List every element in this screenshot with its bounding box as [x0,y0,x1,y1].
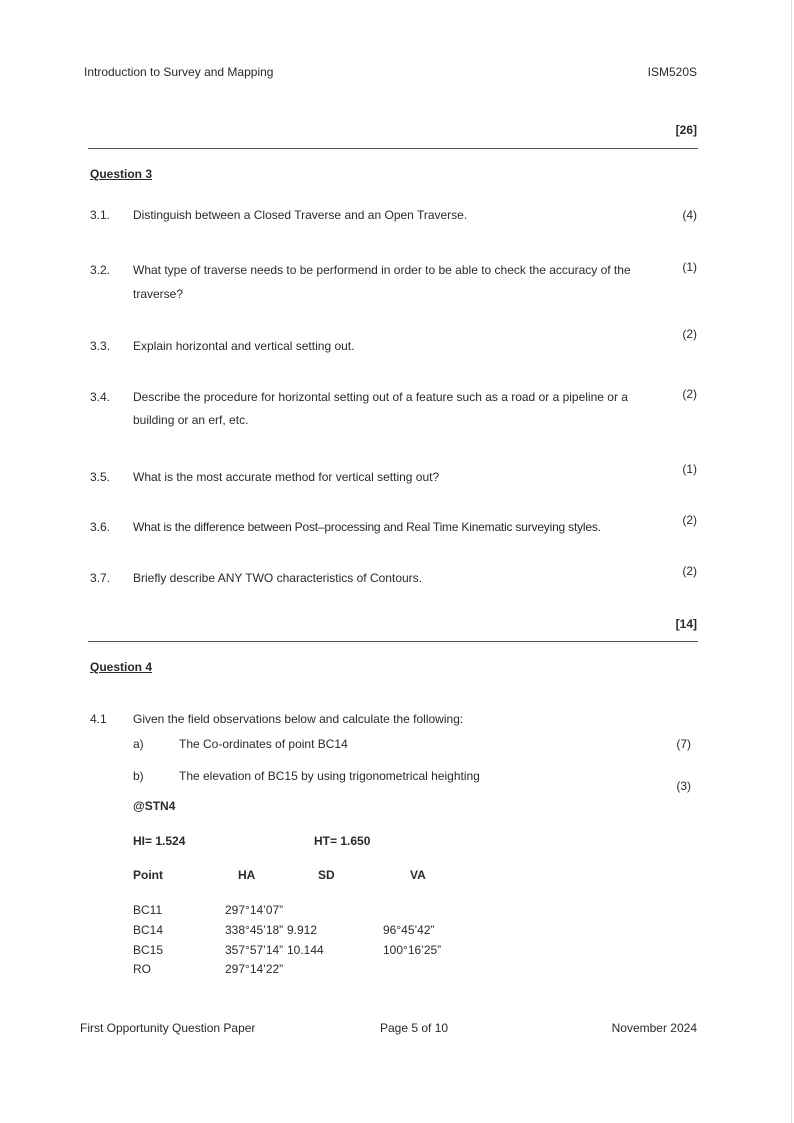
header-course: Introduction to Survey and Mapping [84,65,274,79]
page-edge [791,0,792,1123]
q-marks: (1) [682,260,697,274]
table-cell: BC14 [133,923,164,937]
previous-total: [26] [675,123,697,137]
q-number: 3.1. [90,208,111,222]
table-cell: 297°14’22” [225,962,284,976]
table-cell: 338°45’18” [225,923,284,937]
table-cell: 9.912 [287,923,318,937]
part-label: a) [133,737,144,751]
footer-date: November 2024 [611,1021,697,1035]
q-number: 3.4. [90,390,111,404]
header-code: ISM520S [647,65,697,79]
instrument-height: HI= 1.524 [133,834,186,848]
q-marks: (2) [682,327,697,341]
q-text: Explain horizontal and vertical setting out. [133,339,355,353]
question3-total: [14] [675,617,697,631]
q-number: 3.7. [90,571,111,585]
table-cell: RO [133,962,151,976]
table-header: HA [238,868,256,882]
table-cell: 10.144 [287,943,324,957]
table-cell: 297°14’07” [225,903,284,917]
footer-left: First Opportunity Question Paper [80,1021,256,1035]
footer-page: Page 5 of 10 [380,1021,449,1035]
part-label: b) [133,769,144,783]
table-cell: 96°45’42” [383,923,435,937]
q-number: 3.2. [90,263,111,277]
table-cell: BC11 [133,903,163,917]
divider [88,641,698,642]
question3-title: Question 3 [90,167,153,181]
q-text: Distinguish between a Closed Traverse and an Open Traverse. [133,208,468,222]
q-text-cont: building or an erf, etc. [133,413,249,427]
table-cell: BC15 [133,943,164,957]
target-height: HT= 1.650 [314,834,371,848]
question4-title: Question 4 [90,660,153,674]
q-marks: (4) [682,208,697,222]
q-marks: (1) [682,462,697,476]
table-header: VA [410,868,426,882]
part-text: The elevation of BC15 by using trigonometrical heighting [179,769,480,783]
q-text: What is the difference between Post–processing and Real Time Kinematic surveying styles. [133,520,601,534]
q-marks: (2) [682,387,697,401]
q-text: Briefly describe ANY TWO characteristics of Contours. [133,571,422,585]
divider [88,148,698,149]
q-number: 3.3. [90,339,111,353]
q-text: What is the most accurate method for vertical setting out? [133,470,440,484]
q-marks: (2) [682,564,697,578]
q-marks: (2) [682,513,697,527]
q-text: What type of traverse needs to be performend in order to be able to check the accuracy of the [133,263,631,277]
q-text-cont: traverse? [133,287,184,301]
table-cell: 357°57’14” [225,943,284,957]
part-marks: (7) [676,737,691,751]
q-text: Describe the procedure for horizontal setting out of a feature such as a road or a pipeline or a [133,390,628,404]
station-label: @STN4 [133,799,176,813]
q-number: 4.1 [90,712,107,726]
table-header: Point [133,868,163,882]
table-cell: 100°16’25” [383,943,442,957]
q-number: 3.6. [90,520,111,534]
part-marks: (3) [676,779,691,793]
table-header: SD [318,868,335,882]
q-number: 3.5. [90,470,111,484]
q-text: Given the field observations below and calculate the following: [133,712,464,726]
part-text: The Co-ordinates of point BC14 [179,737,348,751]
